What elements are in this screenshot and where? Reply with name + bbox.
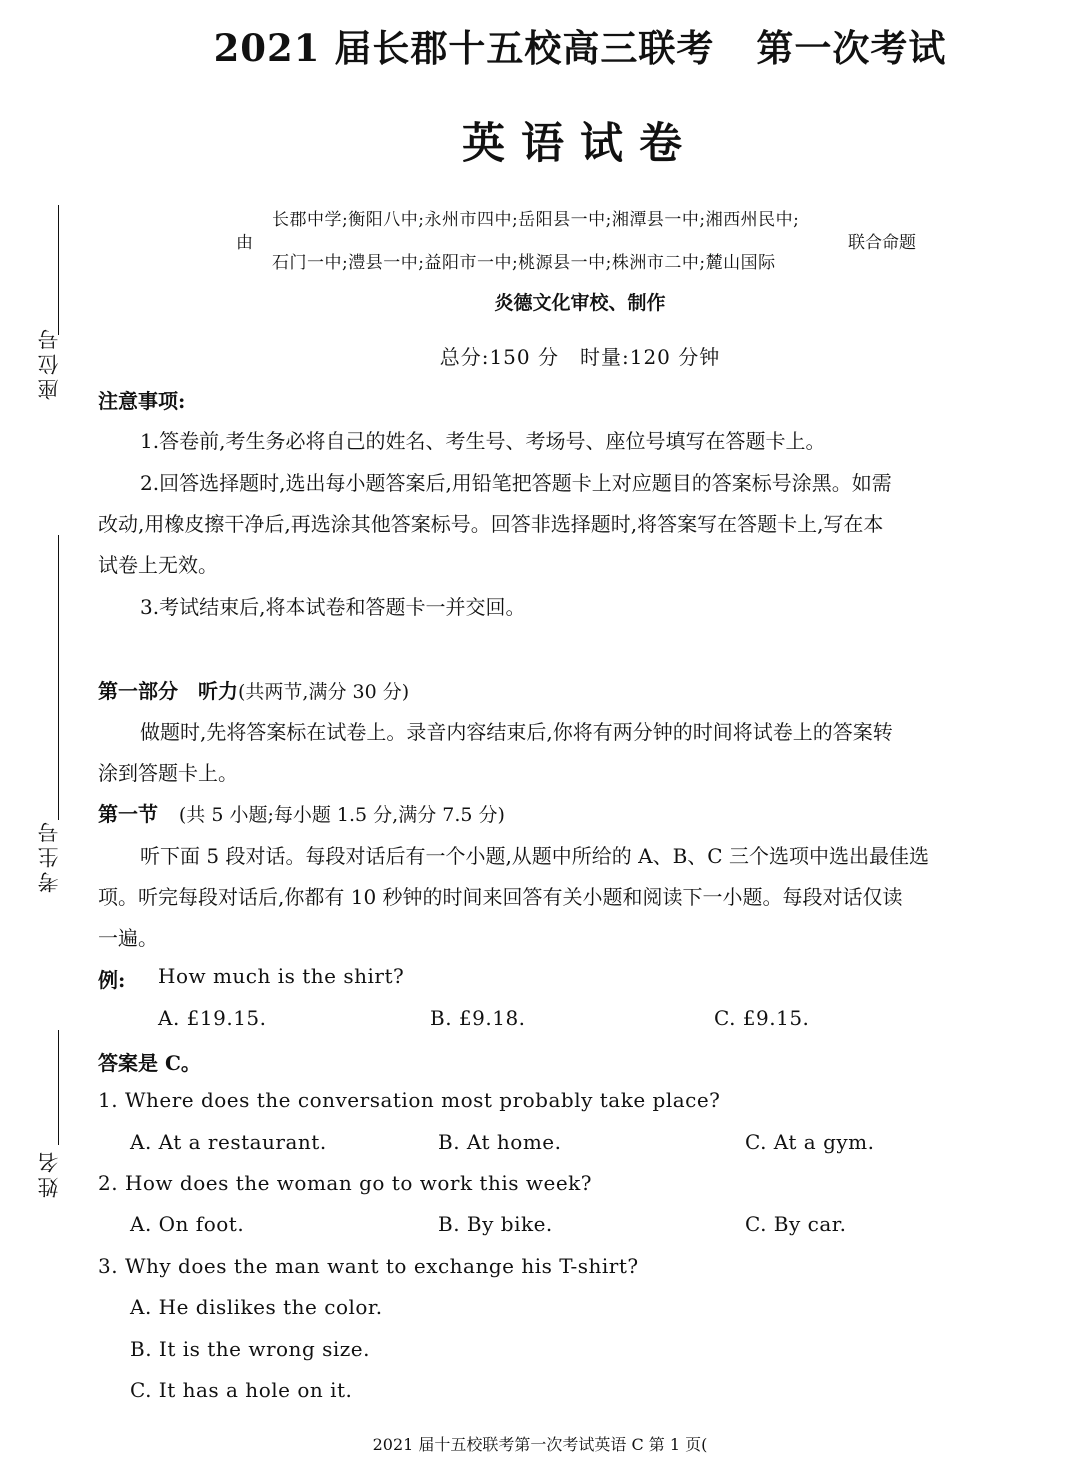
exam-title-left: 2021 届长郡十五校高三联考	[213, 26, 715, 70]
exam-number-line	[58, 535, 59, 820]
seat-line	[58, 205, 59, 335]
question-3-stem: 3. Why does the man want to exchange his T-shirt?	[98, 1254, 639, 1278]
section1-heading-note: (共 5 小题;每小题 1.5 分,满分 7.5 分)	[178, 804, 505, 826]
notice-item-2-line-3: 试卷上无效。	[98, 553, 218, 577]
name-label: 姓名	[37, 1148, 61, 1198]
subject-title: 英语试卷	[462, 119, 698, 169]
notice-item-1: 1.答卷前,考生务必将自己的姓名、考生号、考场号、座位号填写在答题卡上。	[140, 429, 826, 453]
example-option-b: B. £9.18.	[430, 1006, 526, 1030]
question-3-option-a: A. He dislikes the color.	[130, 1295, 383, 1319]
schools-row-2: 石门一中;澧县一中;益阳市一中;桃源县一中;株洲市二中;麓山国际	[272, 253, 776, 273]
exam-number-label: 考生号	[37, 818, 61, 893]
part1-heading-note: (共两节,满分 30 分)	[238, 681, 410, 703]
question-3-option-b: B. It is the wrong size.	[130, 1337, 370, 1361]
notice-heading: 注意事项:	[98, 389, 186, 413]
exam-title	[0, 18, 1080, 72]
question-2-option-b: B. By bike.	[438, 1212, 553, 1236]
name-line	[58, 1030, 59, 1145]
part1-heading	[98, 675, 409, 704]
schools-row-1: 长郡中学;衡阳八中;永州市四中;岳阳县一中;湘潭县一中;湘西州民中;	[272, 210, 800, 230]
question-2-option-a: A. On foot.	[130, 1212, 245, 1236]
seat-number-label: 座位号	[37, 325, 61, 400]
question-1-option-a: A. At a restaurant.	[130, 1130, 327, 1154]
producer-line: 炎德文化审校、制作	[494, 292, 666, 314]
score-time-line: 总分:150 分 时量:120 分钟	[439, 345, 721, 369]
notice-item-2-line-1: 2.回答选择题时,选出每小题答案后,用铅笔把答题卡上对应题目的答案标号涂黑。如需	[140, 471, 892, 495]
section1-line-2: 项。听完每段对话后,你都有 10 秒钟的时间来回答有关小题和阅读下一小题。每段对话仅读	[98, 885, 903, 909]
notice-item-3: 3.考试结束后,将本试卷和答题卡一并交回。	[140, 595, 526, 619]
part1-intro-line-1: 做题时,先将答案标在试卷上。录音内容结束后,你将有两分钟的时间将试卷上的答案转	[140, 720, 893, 744]
notice-item-2-line-2: 改动,用橡皮擦干净后,再选涂其他答案标号。回答非选择题时,将答案写在答题卡上,写在本	[98, 512, 884, 536]
question-1-stem: 1. Where does the conversation most probably take place?	[98, 1088, 721, 1112]
section1-heading-text: 第一节	[98, 802, 158, 826]
example-label: 例:	[98, 968, 126, 992]
section1-heading	[98, 798, 505, 827]
page-footer: 2021 届十五校联考第一次考试英语 C 第 1 页(	[372, 1435, 708, 1454]
exam-title-right: 第一次考试	[756, 26, 947, 70]
question-2-option-c: C. By car.	[745, 1212, 847, 1236]
section1-line-1: 听下面 5 段对话。每段对话后有一个小题,从题中所给的 A、B、C 三个选项中选出最佳选	[140, 844, 929, 868]
part1-heading-text: 第一部分 听力	[98, 679, 238, 703]
example-answer: 答案是 C。	[98, 1051, 201, 1075]
question-2-stem: 2. How does the woman go to work this week?	[98, 1171, 592, 1195]
example-option-c: C. £9.15.	[714, 1006, 810, 1030]
part1-intro-line-2: 涂到答题卡上。	[98, 761, 238, 785]
section1-line-3: 一遍。	[98, 926, 158, 950]
question-3-option-c: C. It has a hole on it.	[130, 1378, 353, 1402]
by-word: 由	[236, 233, 253, 253]
joint-authoring-label: 联合命题	[848, 233, 916, 253]
question-1-option-c: C. At a gym.	[745, 1130, 875, 1154]
example-question: How much is the shirt?	[158, 964, 405, 988]
question-1-option-b: B. At home.	[438, 1130, 562, 1154]
example-option-a: A. £19.15.	[158, 1006, 267, 1030]
